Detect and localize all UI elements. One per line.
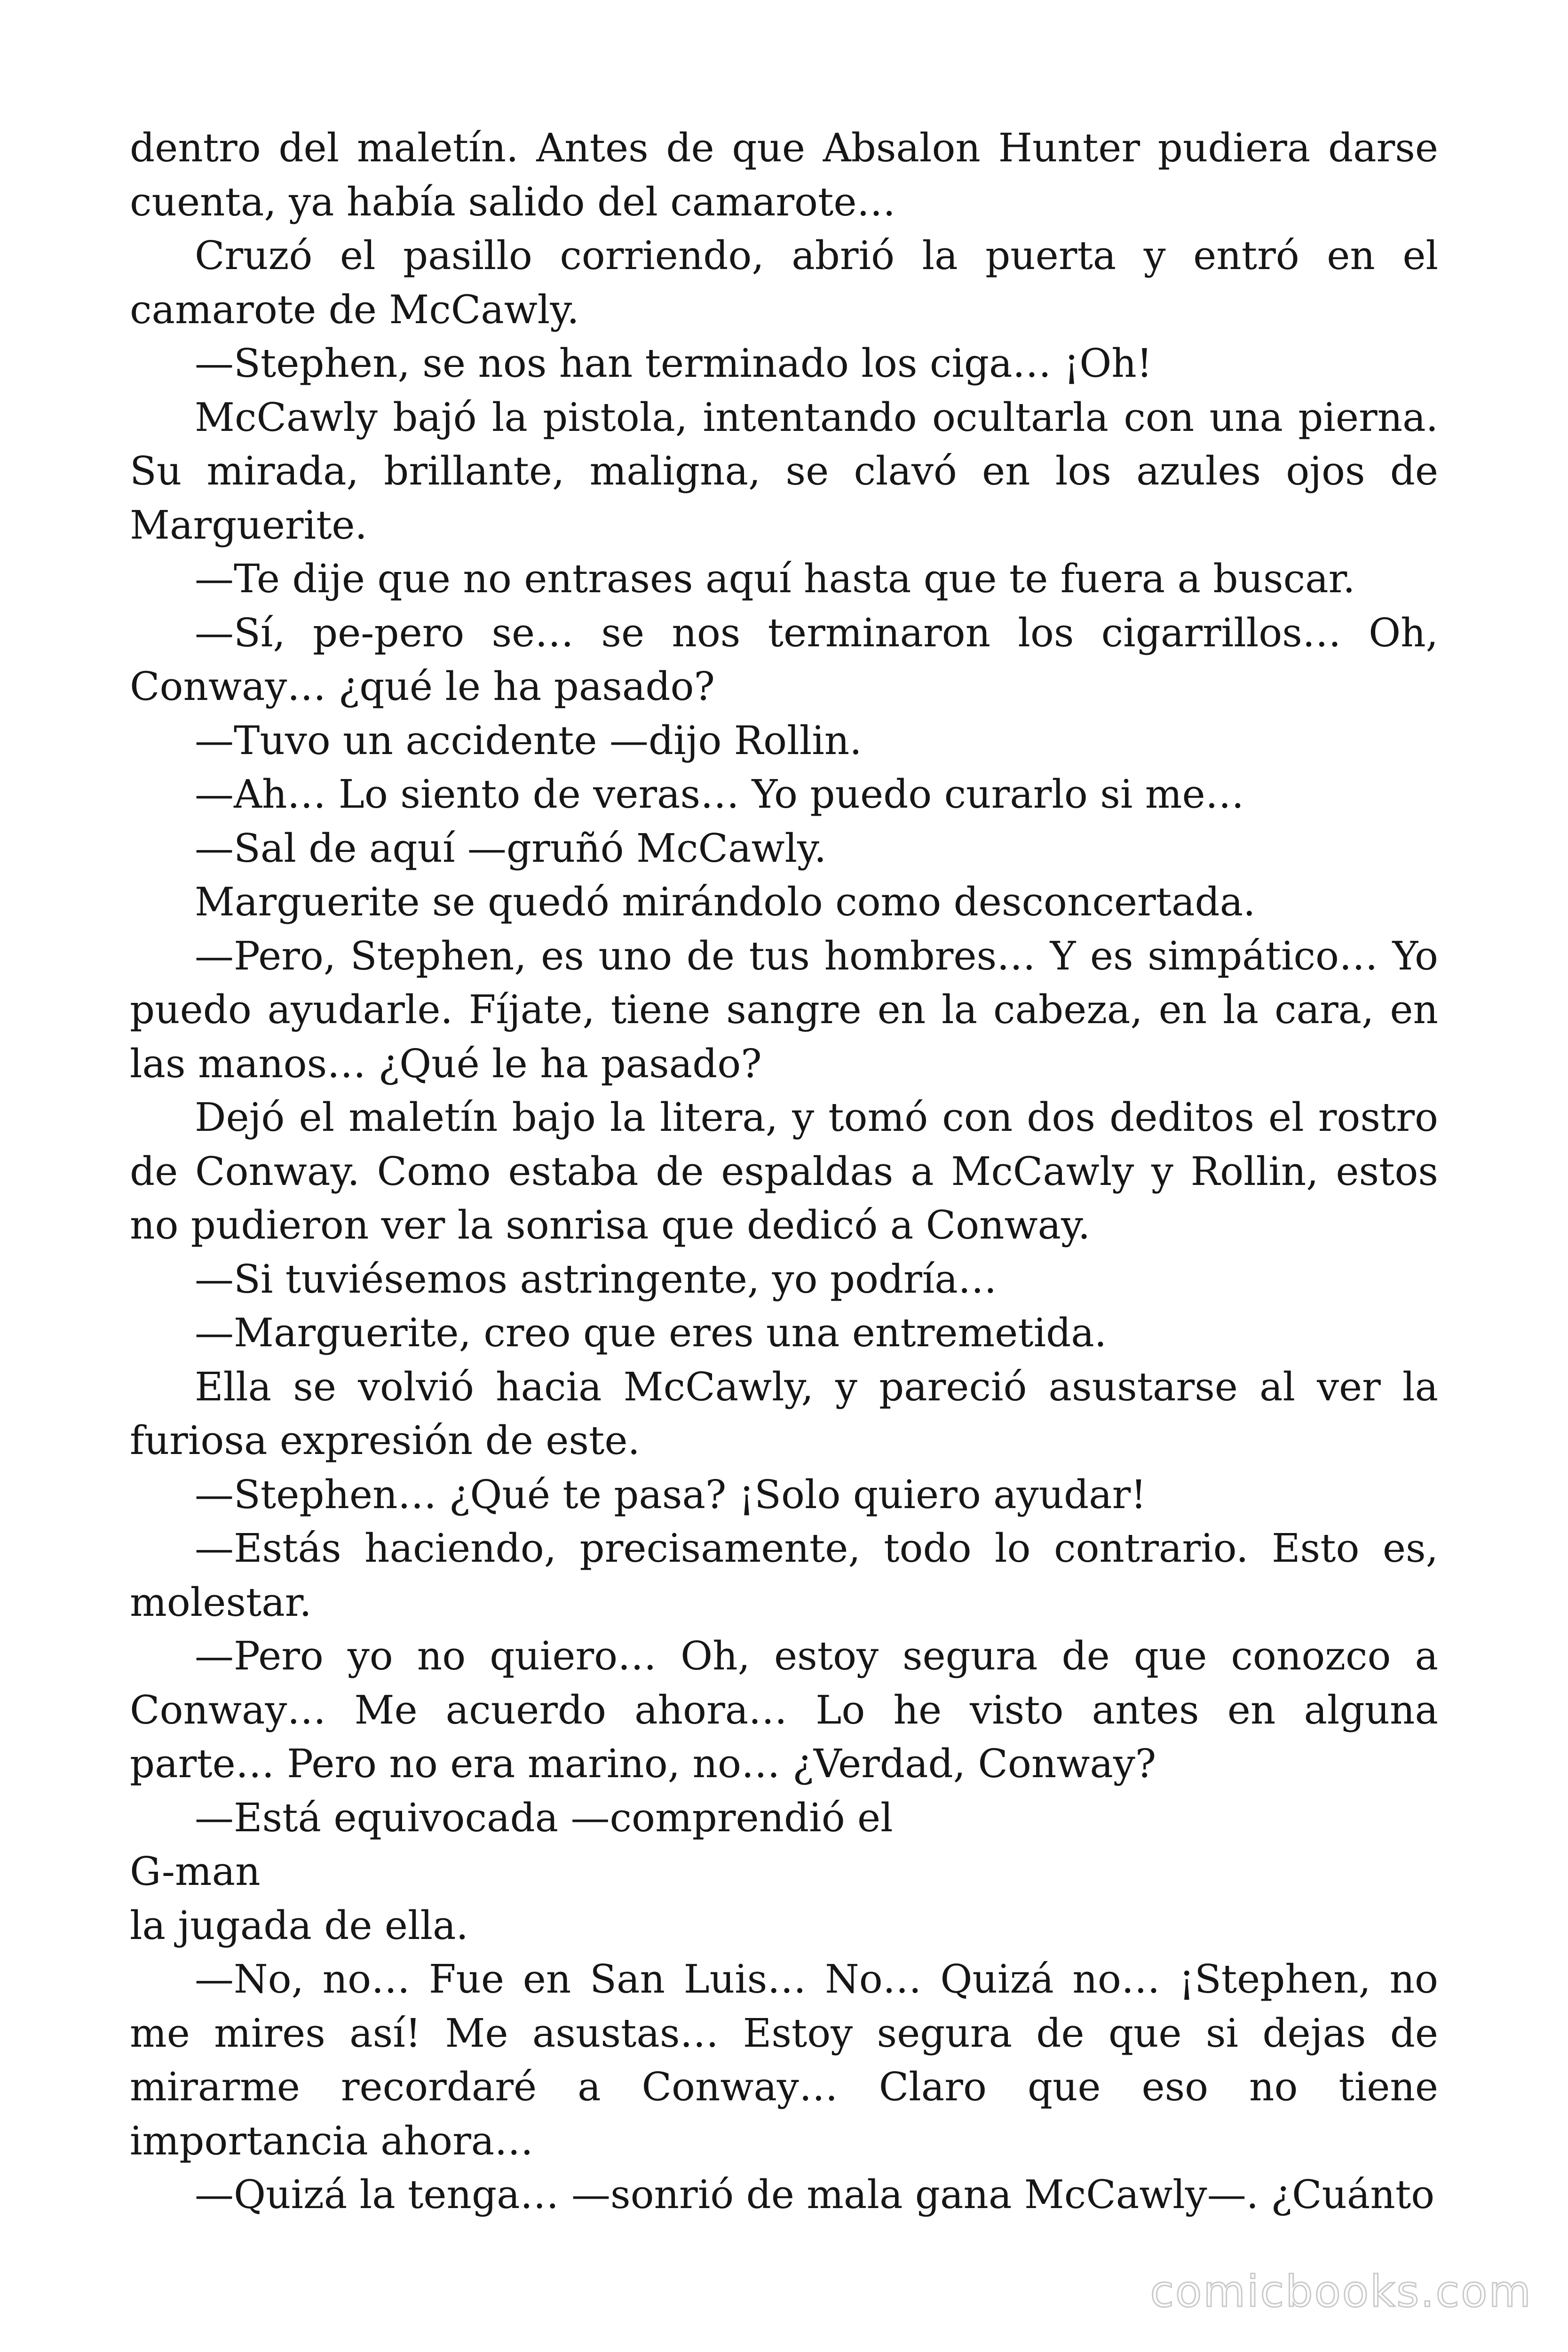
- paragraph: McCawly bajó la pistola, intentando ocultarla con una pierna. Su mirada, brillante, maligna, se clavó en los azules ojos de Marguerite.: [130, 394, 1438, 548]
- paragraph: —Te dije que no entrases aquí hasta que te fuera a buscar.: [195, 556, 1355, 602]
- paragraph: Marguerite se quedó mirándolo como desconcertada.: [195, 879, 1256, 925]
- paragraph: Cruzó el pasillo corriendo, abrió la puerta y entró en el camarote de McCawly.: [130, 233, 1438, 333]
- paragraph: —Ah… Lo siento de veras… Yo puedo curarlo si me…: [195, 771, 1244, 817]
- paragraph: G-man: [130, 1849, 261, 1894]
- paragraph: —Quizá la tenga… —sonrió de mala gana McCawly—. ¿Cuánto: [195, 2172, 1435, 2217]
- paragraph: —No, no… Fue en San Luis… No… Quizá no… ¡Stephen, no me mires así! Me asustas… Estoy segura de que si dejas de mirarme recordaré a Conway… Claro que eso no tiene importancia ahora…: [130, 1956, 1438, 2164]
- paragraph: —Tuvo un accidente —dijo Rollin.: [195, 717, 862, 763]
- paragraph: Ella se volvió hacia McCawly, y pareció asustarse al ver la furiosa expresión de este.: [130, 1364, 1438, 1463]
- paragraph: —Sí, pe-pero se… se nos terminaron los cigarrillos… Oh, Conway… ¿qué le ha pasado?: [130, 610, 1438, 709]
- paragraph: —Stephen… ¿Qué te pasa? ¡Solo quiero ayudar!: [195, 1471, 1147, 1518]
- paragraph: la jugada de ella.: [130, 1902, 468, 1948]
- paragraph: —Estás haciendo, precisamente, todo lo contrario. Esto es, molestar.: [130, 1526, 1438, 1625]
- watermark: comicbooks.com: [1150, 2266, 1532, 2317]
- paragraph: dentro del maletín. Antes de que Absalon Hunter pudiera darse cuenta, ya había salido del camarote…: [130, 125, 1438, 225]
- paragraph: —Pero, Stephen, es uno de tus hombres… Y es simpático… Yo puedo ayudarle. Fíjate, tiene sangre en la cabeza, en la cara, en las manos… ¿Qué le ha pasado?: [130, 933, 1438, 1087]
- paragraph: —Marguerite, creo que eres una entremetida.: [195, 1310, 1107, 1356]
- paragraph: Dejó el maletín bajo la litera, y tomó con dos deditos el rostro de Conway. Como estaba de espaldas a McCawly y Rollin, estos no pudieron ver la sonrisa que dedicó a Conway.: [130, 1095, 1438, 1248]
- paragraph: —Pero yo no quiero… Oh, estoy segura de que conozco a Conway… Me acuerdo ahora… Lo he visto antes en alguna parte… Pero no era marino, no… ¿Verdad, Conway?: [130, 1633, 1438, 1787]
- paragraph: —Si tuviésemos astringente, yo podría…: [195, 1256, 997, 1302]
- book-page: [130, 121, 1438, 2222]
- paragraph: —Stephen, se nos han terminado los ciga… ¡Oh!: [195, 341, 1153, 386]
- paragraph: —Está equivocada —comprendió el: [195, 1795, 893, 1841]
- paragraph: —Sal de aquí —gruñó McCawly.: [195, 825, 827, 871]
